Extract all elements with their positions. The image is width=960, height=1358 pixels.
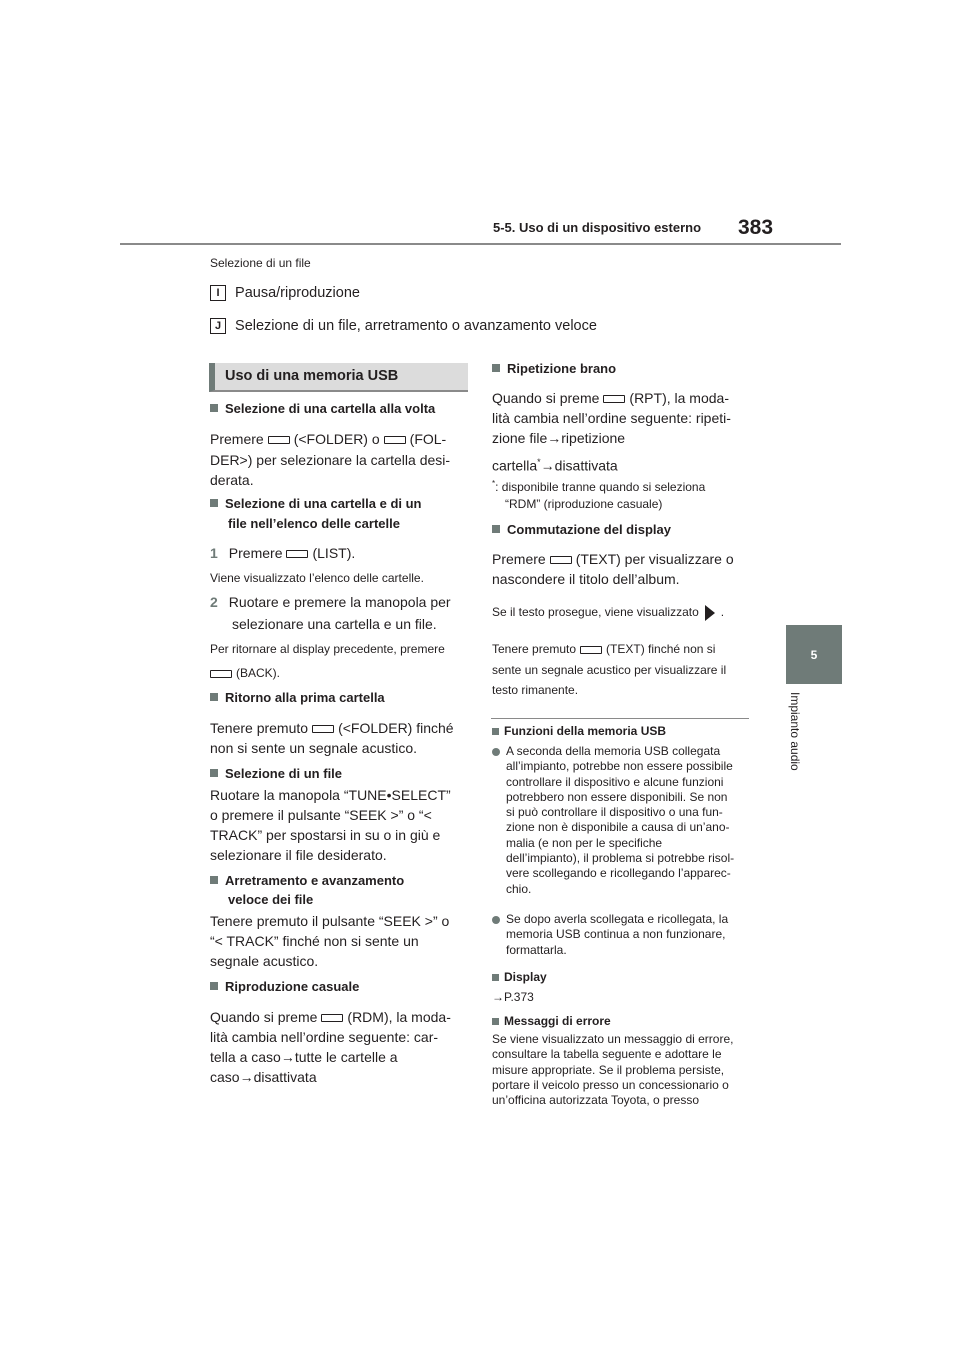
line: si può controllare il dispositivo o una fun-: [506, 805, 723, 820]
text: (TEXT) per visualizzare o: [575, 551, 734, 567]
note: [492, 604, 724, 621]
paragraph-line: [492, 452, 618, 476]
button-icon: [312, 725, 334, 733]
square-bullet-icon: [210, 769, 218, 777]
heading-text: Ripetizione brano: [507, 361, 617, 376]
line: A seconda della memoria USB collegata: [506, 744, 721, 758]
heading-folder-one: [210, 399, 435, 419]
text: Quando si preme: [492, 390, 600, 406]
paragraph-line: selezionare il file desiderato.: [210, 847, 387, 863]
knowledge-rule: [491, 718, 749, 719]
heading-first-folder: [210, 688, 385, 708]
heading-text: Ritorno alla prima cartella: [225, 690, 385, 705]
text: (<FOLDER) o: [293, 431, 380, 447]
paragraph-line: o premere il pulsante “SEEK >” o “<: [210, 807, 432, 823]
paragraph-line: non si sente un segnale acustico.: [210, 740, 418, 756]
step-2: [210, 592, 451, 612]
heading-display-toggle: [492, 520, 671, 540]
square-bullet-icon: [210, 693, 218, 701]
callout-label-j: J: [210, 318, 226, 334]
heading-folder-list: [210, 494, 422, 514]
text: Ruotare e premere la manopola per: [228, 594, 451, 610]
text: (RDM), la moda-: [347, 1009, 451, 1025]
text: Tenere premuto: [492, 642, 577, 656]
line: un’officina autorizzata Toyota, o presso: [492, 1093, 700, 1108]
paragraph: [210, 718, 454, 738]
text: (TEXT) finché non si: [606, 642, 716, 656]
chapter-tab: 5: [786, 625, 842, 684]
section-header-text: Uso di una memoria USB: [225, 368, 399, 384]
paragraph-line: Tenere premuto il pulsante “SEEK >” o: [210, 913, 450, 929]
text: Se il testo prosegue, viene visualizzato: [492, 605, 699, 619]
paragraph-line: nascondere il titolo dell’album.: [492, 571, 680, 587]
heading-text: Funzioni della memoria USB: [504, 724, 667, 738]
chapter-label: [789, 692, 803, 787]
note-line: sente un segnale acustico per visualizzare il: [492, 663, 727, 677]
line: consultare la tabella seguente e adottare le: [492, 1047, 722, 1062]
bullet-usb-2: [492, 912, 752, 958]
paragraph-line: “< TRACK” finché non si sente un: [210, 933, 419, 949]
note: [492, 641, 715, 657]
footnote-line: “RDM” (riproduzione casuale): [505, 497, 663, 511]
line: dell’impianto), il problema si potrebbe risol-: [506, 851, 735, 866]
page-number: 383: [738, 216, 774, 239]
bullet-text: [506, 744, 752, 897]
paragraph-line: tella a caso→tutte le cartelle a: [210, 1049, 398, 1065]
paragraph: [210, 1007, 451, 1027]
section-title: 5-5. Uso di un dispositivo esterno: [493, 220, 702, 235]
paragraph-line: zione file→ripetizione: [492, 430, 626, 446]
callout-text-j: Selezione di un file, arretramento o avanzamento veloce: [235, 318, 597, 334]
callout-item-j: [210, 316, 597, 336]
heading-usb-functions: [492, 723, 666, 739]
text: Premere: [492, 551, 546, 567]
page-reference-link[interactable]: →P.373: [492, 990, 534, 1004]
line: portare il veicolo presso un concessionario o: [492, 1077, 729, 1092]
heading-text: Selezione di una cartella e di un: [225, 496, 422, 511]
square-bullet-icon: [210, 876, 218, 884]
button-icon: [580, 646, 602, 654]
square-bullet-icon: [492, 525, 500, 533]
paragraph-line: lità cambia nell’ordine seguente: ripeti-: [492, 410, 731, 426]
heading-text-line: veloce dei file: [228, 892, 314, 907]
heading-text: Riproduzione casuale: [225, 979, 360, 994]
text: .: [720, 605, 725, 619]
line: controllare il dispositivo e alcune funzioni: [506, 774, 724, 789]
heading-repeat: [492, 359, 616, 379]
note-line: [210, 665, 280, 681]
note: Per ritornare al display precedente, premere: [210, 642, 445, 656]
square-bullet-icon: [210, 982, 218, 990]
bullet-text: [506, 912, 752, 958]
footnote-marker: *: [537, 457, 541, 467]
square-bullet-icon: [492, 1018, 499, 1025]
heading-text: Selezione di un file: [225, 766, 343, 781]
square-bullet-icon: [210, 499, 218, 507]
text: →disattivata: [540, 457, 618, 474]
square-bullet-icon: [492, 364, 500, 372]
line: Se viene visualizzato un messaggio di errore,: [492, 1032, 734, 1046]
note: Viene visualizzato l’elenco delle cartelle.: [210, 571, 424, 585]
bullet-usb-1: [492, 744, 752, 897]
button-icon: [268, 436, 290, 444]
square-bullet-icon: [492, 728, 499, 735]
paragraph: [492, 549, 734, 569]
line: potrebbero non essere disponibili. Se non: [506, 789, 728, 804]
paragraph-line: TRACK” per spostarsi in su o in giù e: [210, 827, 441, 843]
line: all’impianto, potrebbe non essere possibile: [506, 759, 733, 774]
heading-file-select: [210, 764, 342, 784]
step-1: [210, 543, 355, 563]
text: (BACK).: [236, 666, 281, 680]
paragraph-line: lità cambia nell’ordine seguente: car-: [210, 1029, 439, 1045]
line: memoria USB continua a non funzionare,: [506, 927, 726, 942]
step-number: 1: [210, 545, 218, 561]
text: : disponibile tranne quando si seleziona: [495, 480, 706, 494]
text: (FOL-: [409, 431, 447, 447]
chapter-label-text: Impianto audio: [788, 692, 802, 771]
heading-display: [492, 969, 547, 985]
line: Se dopo averla scollegata e ricollegata, la: [506, 912, 729, 926]
callout-label-i: I: [210, 285, 226, 301]
callout-text-i: Pausa/riproduzione: [235, 285, 360, 301]
paragraph-line: segnale acustico.: [210, 953, 319, 969]
continue-arrow-icon: [705, 605, 715, 621]
heading-text: Display: [504, 970, 547, 984]
line: malia (e non per le specifiche: [506, 835, 663, 850]
line: chio.: [506, 881, 532, 896]
button-icon: [603, 395, 625, 403]
text: Tenere premuto: [210, 720, 309, 736]
note-line: testo rimanente.: [492, 683, 579, 697]
round-bullet-icon: [492, 748, 500, 756]
header-rule: [120, 243, 841, 245]
button-icon: [286, 550, 308, 558]
paragraph-line: Ruotare la manopola “TUNE•SELECT”: [210, 787, 451, 803]
callout-item-i: [210, 283, 360, 303]
button-icon: [321, 1014, 343, 1022]
text: Quando si preme: [210, 1009, 318, 1025]
heading-text: Selezione di una cartella alla volta: [225, 401, 436, 416]
text: Premere: [210, 431, 264, 447]
paragraph: [210, 429, 446, 449]
paragraph-line: derata.: [210, 472, 254, 488]
step-number: 2: [210, 594, 218, 610]
heading-text-line: file nell’elenco delle cartelle: [228, 516, 400, 531]
square-bullet-icon: [492, 974, 499, 981]
text: (RPT), la moda-: [629, 390, 729, 406]
heading-random: [210, 977, 359, 997]
line: misure appropriate. Se il problema persiste,: [492, 1062, 725, 1077]
line: vere scollegando e ricollegando l’apparec-: [506, 866, 731, 881]
paragraph: [492, 388, 729, 408]
heading-text: Messaggi di errore: [504, 1014, 611, 1028]
square-bullet-icon: [210, 404, 218, 412]
error-paragraph: [492, 1032, 733, 1108]
footnote-marker: *: [492, 479, 496, 488]
button-icon: [210, 670, 232, 678]
text: Premere: [228, 545, 283, 561]
paragraph-line: caso→disattivata: [210, 1069, 317, 1085]
text: cartella: [492, 457, 538, 474]
footnote: [492, 476, 705, 495]
line: formattarla.: [506, 942, 567, 957]
heading-text: Arretramento e avanzamento: [225, 873, 405, 888]
section-header: [209, 363, 468, 392]
text: (<FOLDER) finché: [338, 720, 454, 736]
button-icon: [550, 556, 572, 564]
round-bullet-icon: [492, 916, 500, 924]
button-icon: [384, 436, 406, 444]
heading-text: Commutazione del display: [507, 522, 671, 537]
heading-fast-seek: [210, 871, 404, 891]
heading-errors: [492, 1013, 611, 1029]
line: zione non è disponibile a causa di un’ano-: [506, 820, 730, 835]
paragraph-line: DER>) per selezionare la cartella desi-: [210, 452, 451, 468]
step-2-line: selezionare una cartella e un file.: [232, 616, 437, 632]
file-select-caption: Selezione di un file: [210, 256, 311, 270]
text: (LIST).: [312, 545, 356, 561]
